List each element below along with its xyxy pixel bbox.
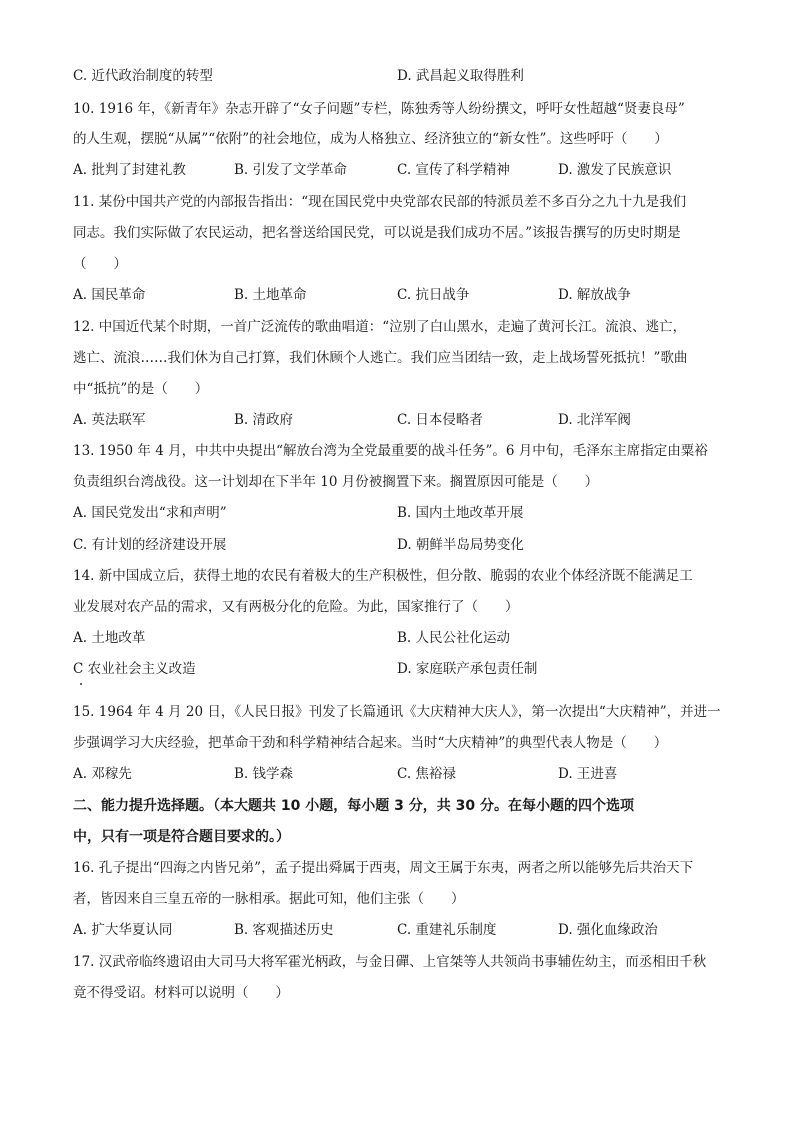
q14-stem-line-2: 业发展对农产品的需求，又有两极分化的危险。为此，国家推行了（ ） [73,599,519,615]
stray-dot [80,683,82,685]
q15-stem-line-1: 15. 1964 年 4 月 20 日，《人民日报》刊发了长篇通讯《大庆精神大庆人》，第一次提出“大庆精神”，并进一 [73,704,721,720]
q10-stem-line-1: 10. 1916 年，《新青年》杂志开辟了“女子问题”专栏，陈独秀等人纷纷撰文，呼吁女性超越“贤妻良母” [73,101,685,117]
q12-stem-line-3: 中“抵抗”的是（ ） [73,381,209,397]
q14-option-a: A. 土地改革 [73,630,146,646]
q12-stem-line-2: 逃亡、流浪……我们休为自己打算，我们休顾个人逃亡。我们应当团结一致，走上战场誓死抵抗！”歌曲 [73,350,688,366]
q12-option-a: A. 英法联军 [73,412,146,428]
q12-option-b: B. 清政府 [234,412,294,428]
q10-option-b: B. 引发了文学革命 [234,162,348,178]
q11-stem-line-2: 同志。我们实际做了农民运动，把名誉送给国民党，可以说是我们成功不居。”该报告撰写的历史时期是 [73,225,681,241]
q12-option-c: C. 日本侵略者 [397,412,483,428]
q14-option-c: C 农业社会主义改造 [73,661,196,677]
q15-option-b: B. 钱学森 [234,766,294,782]
q11-option-c: C. 抗日战争 [397,287,470,303]
q16-stem-line-1: 16. 孔子提出“四海之内皆兄弟”，孟子提出舜属于西夷，周文王属于东夷，两者之所以能够先后共治天下 [73,860,694,876]
q11-stem-line-1: 11. 某份中国共产党的内部报告指出：“现在国民党中央党部农民部的特派员差不多百分之九十九是我们 [73,194,687,210]
q13-option-b: B. 国内土地改革开展 [397,505,524,521]
q16-option-a: A. 扩大华夏认同 [73,922,173,938]
q12-stem-line-1: 12. 中国近代某个时期，一首广泛流传的歌曲唱道：“泣别了白山黑水，走遍了黄河长江。流浪、逃亡， [73,319,687,335]
section-2-heading-line-2: 中，只有一项是符合题目要求的。） [73,829,290,845]
section-2-heading-line-1: 二、能力提升选择题。（本大题共 10 小题，每小题 3 分，共 30 分。在每小题的四个选项 [73,798,634,814]
q11-option-a: A. 国民革命 [73,287,146,303]
q10-option-a: A. 批判了封建礼教 [73,162,186,178]
q16-stem-line-2: 者，皆因来自三皇五帝的一脉相承。据此可知，他们主张（ ） [73,891,465,907]
q13-option-a: A. 国民党发出“求和声明” [73,505,227,521]
q13-option-d: D. 朝鲜半岛局势变化 [397,537,524,553]
q16-option-c: C. 重建礼乐制度 [397,922,497,938]
q10-stem-line-2: 的人生观，摆脱“从属”“依附”的社会地位，成为人格独立、经济独立的“新女性”。这些呼吁（ ） [73,131,668,147]
q14-option-b: B. 人民公社化运动 [397,630,511,646]
q13-stem-line-2: 负责组织台湾战役。这一计划却在下半年 10 月份被搁置下来。搁置原因可能是（ ） [73,474,599,490]
q15-option-c: C. 焦裕禄 [397,766,456,782]
q11-option-d: D. 解放战争 [558,287,631,303]
q10-option-c: C. 宣传了科学精神 [397,162,510,178]
q14-stem-line-1: 14. 新中国成立后，获得土地的农民有着极大的生产积极性，但分散、脆弱的农业个体经济既不能满足工 [73,568,693,584]
q9-option-c: C. 近代政治制度的转型 [73,68,213,84]
q16-option-d: D. 强化血缘政治 [558,922,658,938]
q17-stem-line-1: 17. 汉武帝临终遗诏由大司马大将军霍光柄政，与金日磾、上官桀等人共领尚书事辅佐幼主，而丞相田千秋 [73,954,707,970]
q16-option-b: B. 客观描述历史 [234,922,334,938]
q15-option-a: A. 邓稼先 [73,766,132,782]
q14-option-d: D. 家庭联产承包责任制 [397,661,538,677]
q15-stem-line-2: 步强调学习大庆经验，把革命干劲和科学精神结合起来。当时“大庆精神”的典型代表人物是（ ） [73,735,668,751]
q13-stem-line-1: 13. 1950 年 4 月，中共中央提出“解放台湾为全党最重要的战斗任务”。6 月中旬，毛泽东主席指定由粟裕 [73,443,708,459]
q12-option-d: D. 北洋军阀 [558,412,631,428]
q9-option-d: D. 武昌起义取得胜利 [397,68,524,84]
q11-option-b: B. 土地革命 [234,287,307,303]
q17-stem-line-2: 竟不得受诏。材料可以说明（ ） [73,985,289,1001]
q13-option-c: C. 有计划的经济建设开展 [73,537,227,553]
q10-option-d: D. 激发了民族意识 [558,162,672,178]
q11-stem-line-3: （ ） [73,256,127,272]
q15-option-d: D. 王进喜 [558,766,618,782]
